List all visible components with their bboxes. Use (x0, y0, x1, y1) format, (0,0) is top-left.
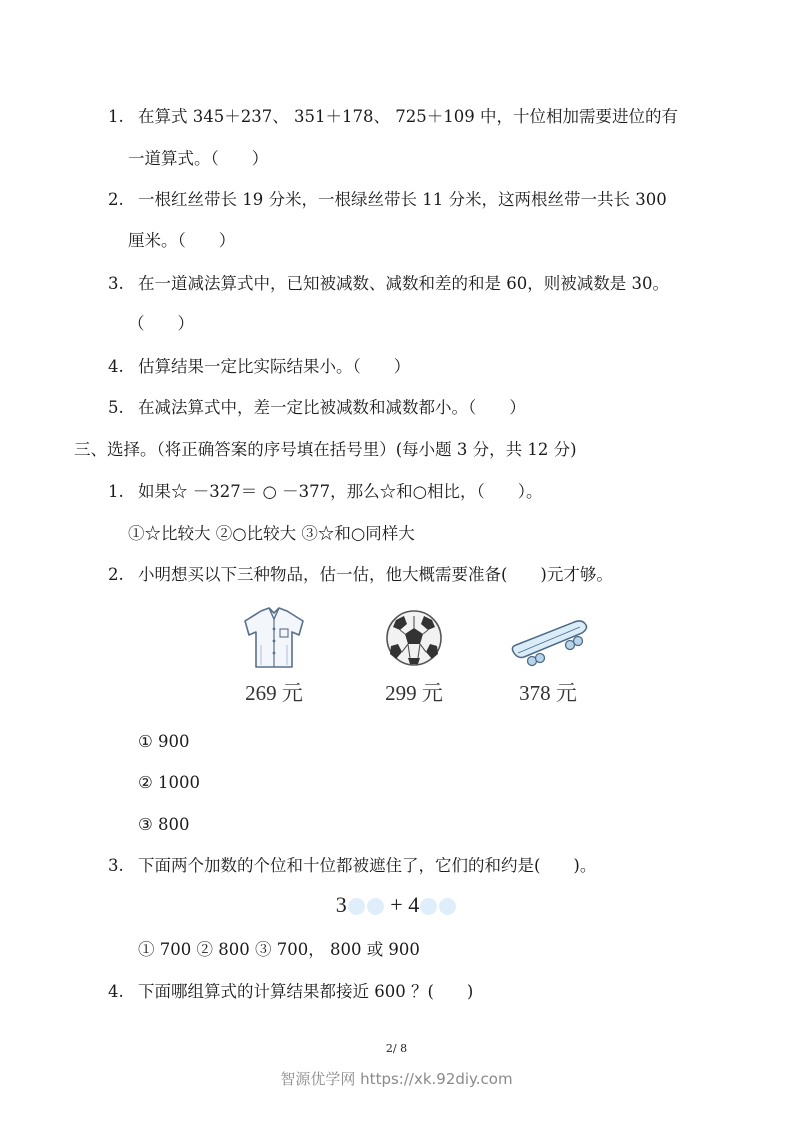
item-text: 在算式 345＋237、 351＋178、 725＋109 中，十位相加需要进位的有 (138, 107, 678, 126)
item-number: 3. (108, 856, 124, 875)
item-number: 2. (108, 565, 124, 584)
item-text: 如果☆ －327＝ ○ －377，那么☆和○相比，（ ）。 (138, 482, 543, 501)
item-text: 估算结果一定比实际结果小。（ ） (138, 357, 411, 376)
price-label: 378 元 (519, 681, 577, 705)
soccer-ball-icon (366, 605, 462, 671)
item-text: 下面哪组算式的计算结果都接近 600 ？( ) (138, 982, 474, 1001)
product-shirt (226, 605, 322, 707)
page-number: 2/ 8 (385, 1042, 408, 1055)
product-skateboard (498, 605, 598, 707)
covered-addition-equation (0, 892, 793, 918)
item-number: 2. (108, 190, 124, 209)
equation-operator: + (390, 892, 403, 917)
item-text: 在一道减法算式中，已知被减数、减数和差的和是 60，则被减数是 30。 (138, 274, 669, 293)
shirt-icon (226, 605, 322, 671)
price-label: 299 元 (385, 681, 443, 705)
skateboard-icon (498, 605, 598, 671)
options-text: ①☆比较大 ②○比较大 ③☆和○同样大 (128, 524, 415, 543)
item-text: 下面两个加数的个位和十位都被遮住了，它们的和约是( )。 (138, 856, 597, 875)
options-text: ① 700 ② 800 ③ 700， 800 或 900 (138, 940, 420, 959)
item-number: 5. (108, 398, 124, 417)
item-text: 小明想买以下三种物品，估一估，他大概需要准备( )元才够。 (138, 565, 613, 584)
item-text: 在减法算式中，差一定比被减数和减数都小。（ ） (138, 398, 526, 417)
item-number: 1. (108, 107, 124, 126)
equation-left-digit: 3 (335, 892, 347, 917)
product-row (0, 605, 793, 715)
covered-digit-icon (420, 898, 437, 915)
item-number: 3. (108, 274, 124, 293)
price-label: 269 元 (245, 681, 303, 705)
item-text-continued: 厘米。（ ） (128, 231, 236, 250)
covered-digit-icon (439, 898, 456, 915)
item-text-continued: （ ） (128, 314, 194, 333)
item-number: 1. (108, 482, 124, 501)
item-text-continued: 一道算式。（ ） (128, 149, 269, 168)
equation-right-digit: 4 (408, 892, 420, 917)
covered-digit-icon (348, 898, 365, 915)
item-number: 4. (108, 982, 124, 1001)
watermark: 智源优学网 https://xk.92diy.com (280, 1070, 513, 1088)
item-text: 一根红丝带长 19 分米，一根绿丝带长 11 分米，这两根丝带一共长 300 (138, 190, 667, 209)
covered-digit-icon (367, 898, 384, 915)
item-number: 4. (108, 357, 124, 376)
product-soccer-ball (366, 605, 462, 707)
